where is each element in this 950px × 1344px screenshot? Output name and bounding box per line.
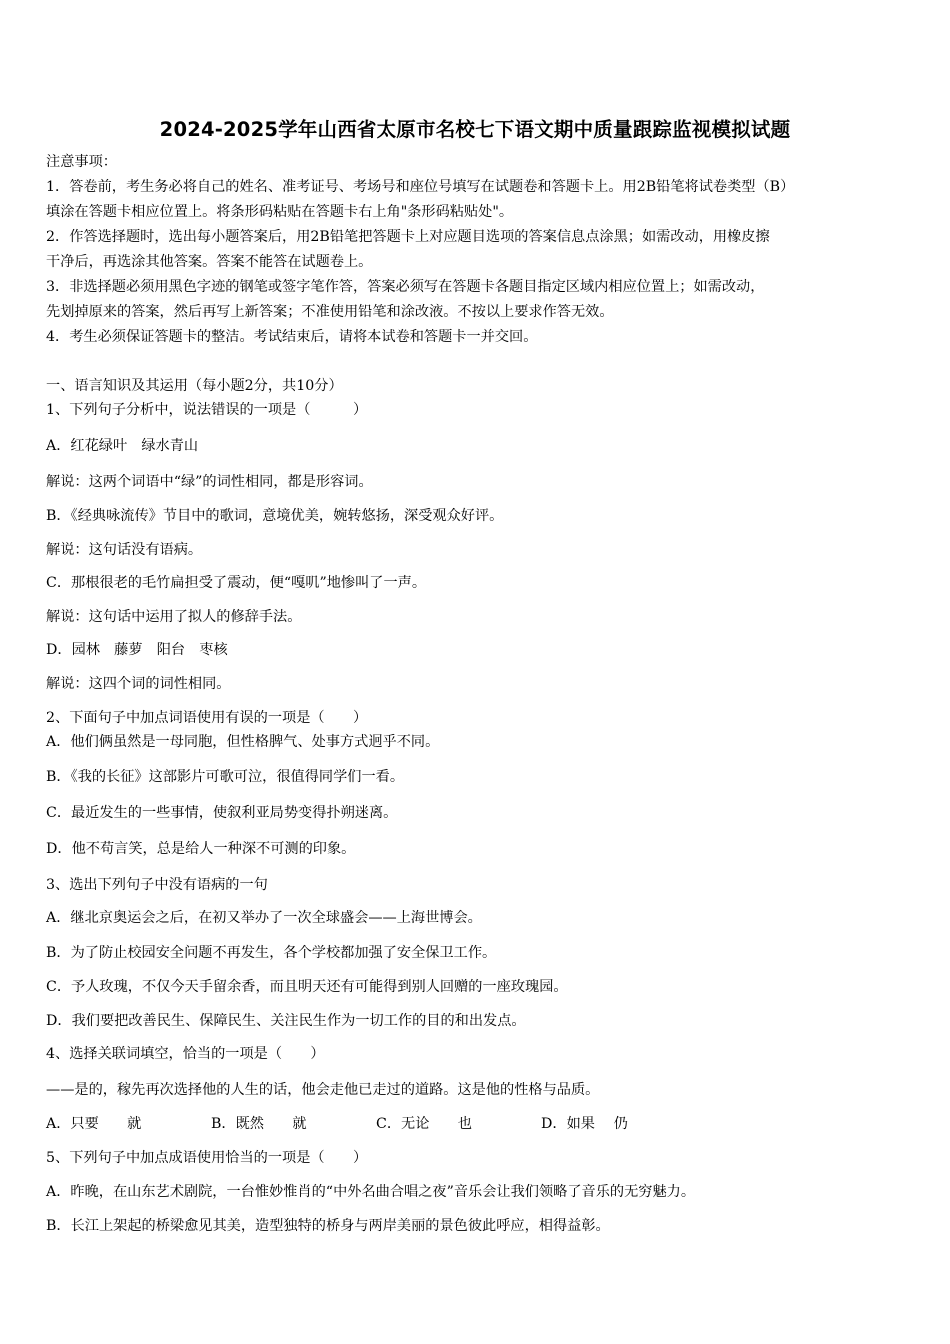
- question-line: C．那根很老的毛竹扁担受了震动，便“嘎叽”地惨叫了一声。: [46, 575, 427, 591]
- question-stem: 1、下列句子分析中，说法错误的一项是（ ）: [46, 402, 368, 418]
- question-line: B．《经典咏流传》节目中的歌词，意境优美，婉转悠扬，深受观众好评。: [46, 508, 504, 524]
- notice-line: 4．考生必须保证答题卡的整洁。考试结束后，请将本试卷和答题卡一并交回。: [46, 329, 538, 345]
- question-line: 解说：这句话中运用了拟人的修辞手法。: [46, 609, 302, 625]
- question-line: C．最近发生的一些事情，使叙利亚局势变得扑朔迷离。: [46, 805, 398, 821]
- question-line: C．予人玫瑰，不仅今天手留余香，而且明天还有可能得到别人回赠的一座玫瑰园。: [46, 979, 568, 995]
- notice-line: 1．答卷前，考生务必将自己的姓名、准考证号、考场号和座位号填写在试题卷和答题卡上。用2B铅笔将试卷类型（B）: [46, 179, 795, 195]
- question-line: B．为了防止校园安全问题不再发生，各个学校都加强了安全保卫工作。: [46, 945, 497, 961]
- question-line: D．他不苟言笑，总是给人一种深不可测的印象。: [46, 841, 356, 857]
- question-stem: 3、选出下列句子中没有语病的一句: [46, 877, 268, 893]
- notice-line: 2．作答选择题时，选出每小题答案后，用2B铅笔把答题卡上对应题目选项的答案信息点涂黑；如需改动，用橡皮擦: [46, 229, 770, 245]
- option-a: A．只要 就: [46, 1116, 142, 1132]
- question-line: A．红花绿叶 绿水青山: [46, 438, 199, 454]
- question-line: 解说：这四个词的词性相同。: [46, 676, 231, 692]
- question-line: A．昨晚，在山东艺术剧院，一台惟妙惟肖的“中外名曲合唱之夜”音乐会让我们领略了音乐的无穷魅力。: [46, 1184, 696, 1200]
- notice-line: 3．非选择题必须用黑色字迹的钢笔或签字笔作答，答案必须写在答题卡各题目指定区域内相应位置上；如需改动，: [46, 279, 765, 295]
- question-sentence: ——是的，稼先再次选择他的人生的话，他会走他已走过的道路。这是他的性格与品质。: [46, 1082, 600, 1098]
- question-stem: 5、下列句子中加点成语使用恰当的一项是（ ）: [46, 1150, 368, 1166]
- option-c: C．无论 也: [376, 1116, 472, 1132]
- question-line: 解说：这两个词语中“绿”的词性相同，都是形容词。: [46, 474, 373, 490]
- question-line: B．长江上架起的桥梁愈见其美，造型独特的桥身与两岸美丽的景色彼此呼应，相得益彰。: [46, 1218, 610, 1234]
- question-line: B．《我的长征》这部影片可歌可泣，很值得同学们一看。: [46, 769, 405, 785]
- notice-heading: 注意事项：: [46, 154, 117, 170]
- page-title: 2024-2025学年山西省太原市名校七下语文期中质量跟踪监视模拟试题: [159, 118, 791, 141]
- section-heading: 一、语言知识及其运用（每小题2分，共10分）: [46, 378, 343, 394]
- notice-line: 先划掉原来的答案，然后再写上新答案；不准使用铅笔和涂改液。不按以上要求作答无效。: [46, 304, 614, 320]
- question-stem: 4、选择关联词填空，恰当的一项是（ ）: [46, 1046, 325, 1062]
- question-line: D．园林 藤萝 阳台 枣核: [46, 642, 228, 658]
- question-options: [46, 1114, 916, 1134]
- question-line: A．他们俩虽然是一母同胞，但性格脾气、处事方式迥乎不同。: [46, 734, 440, 750]
- option-d: D．如果 仍: [541, 1116, 628, 1132]
- question-line: A．继北京奥运会之后，在初又举办了一次全球盛会——上海世博会。: [46, 910, 482, 926]
- notice-line: 干净后，再选涂其他答案。答案不能答在试题卷上。: [46, 254, 373, 270]
- question-line: D．我们要把改善民生、保障民生、关注民生作为一切工作的目的和出发点。: [46, 1013, 526, 1029]
- notice-line: 填涂在答题卡相应位置上。将条形码粘贴在答题卡右上角"条形码粘贴处"。: [46, 204, 514, 220]
- question-stem: 2、下面句子中加点词语使用有误的一项是（ ）: [46, 710, 368, 726]
- option-b: B．既然 就: [211, 1116, 307, 1132]
- question-line: 解说：这句话没有语病。: [46, 542, 203, 558]
